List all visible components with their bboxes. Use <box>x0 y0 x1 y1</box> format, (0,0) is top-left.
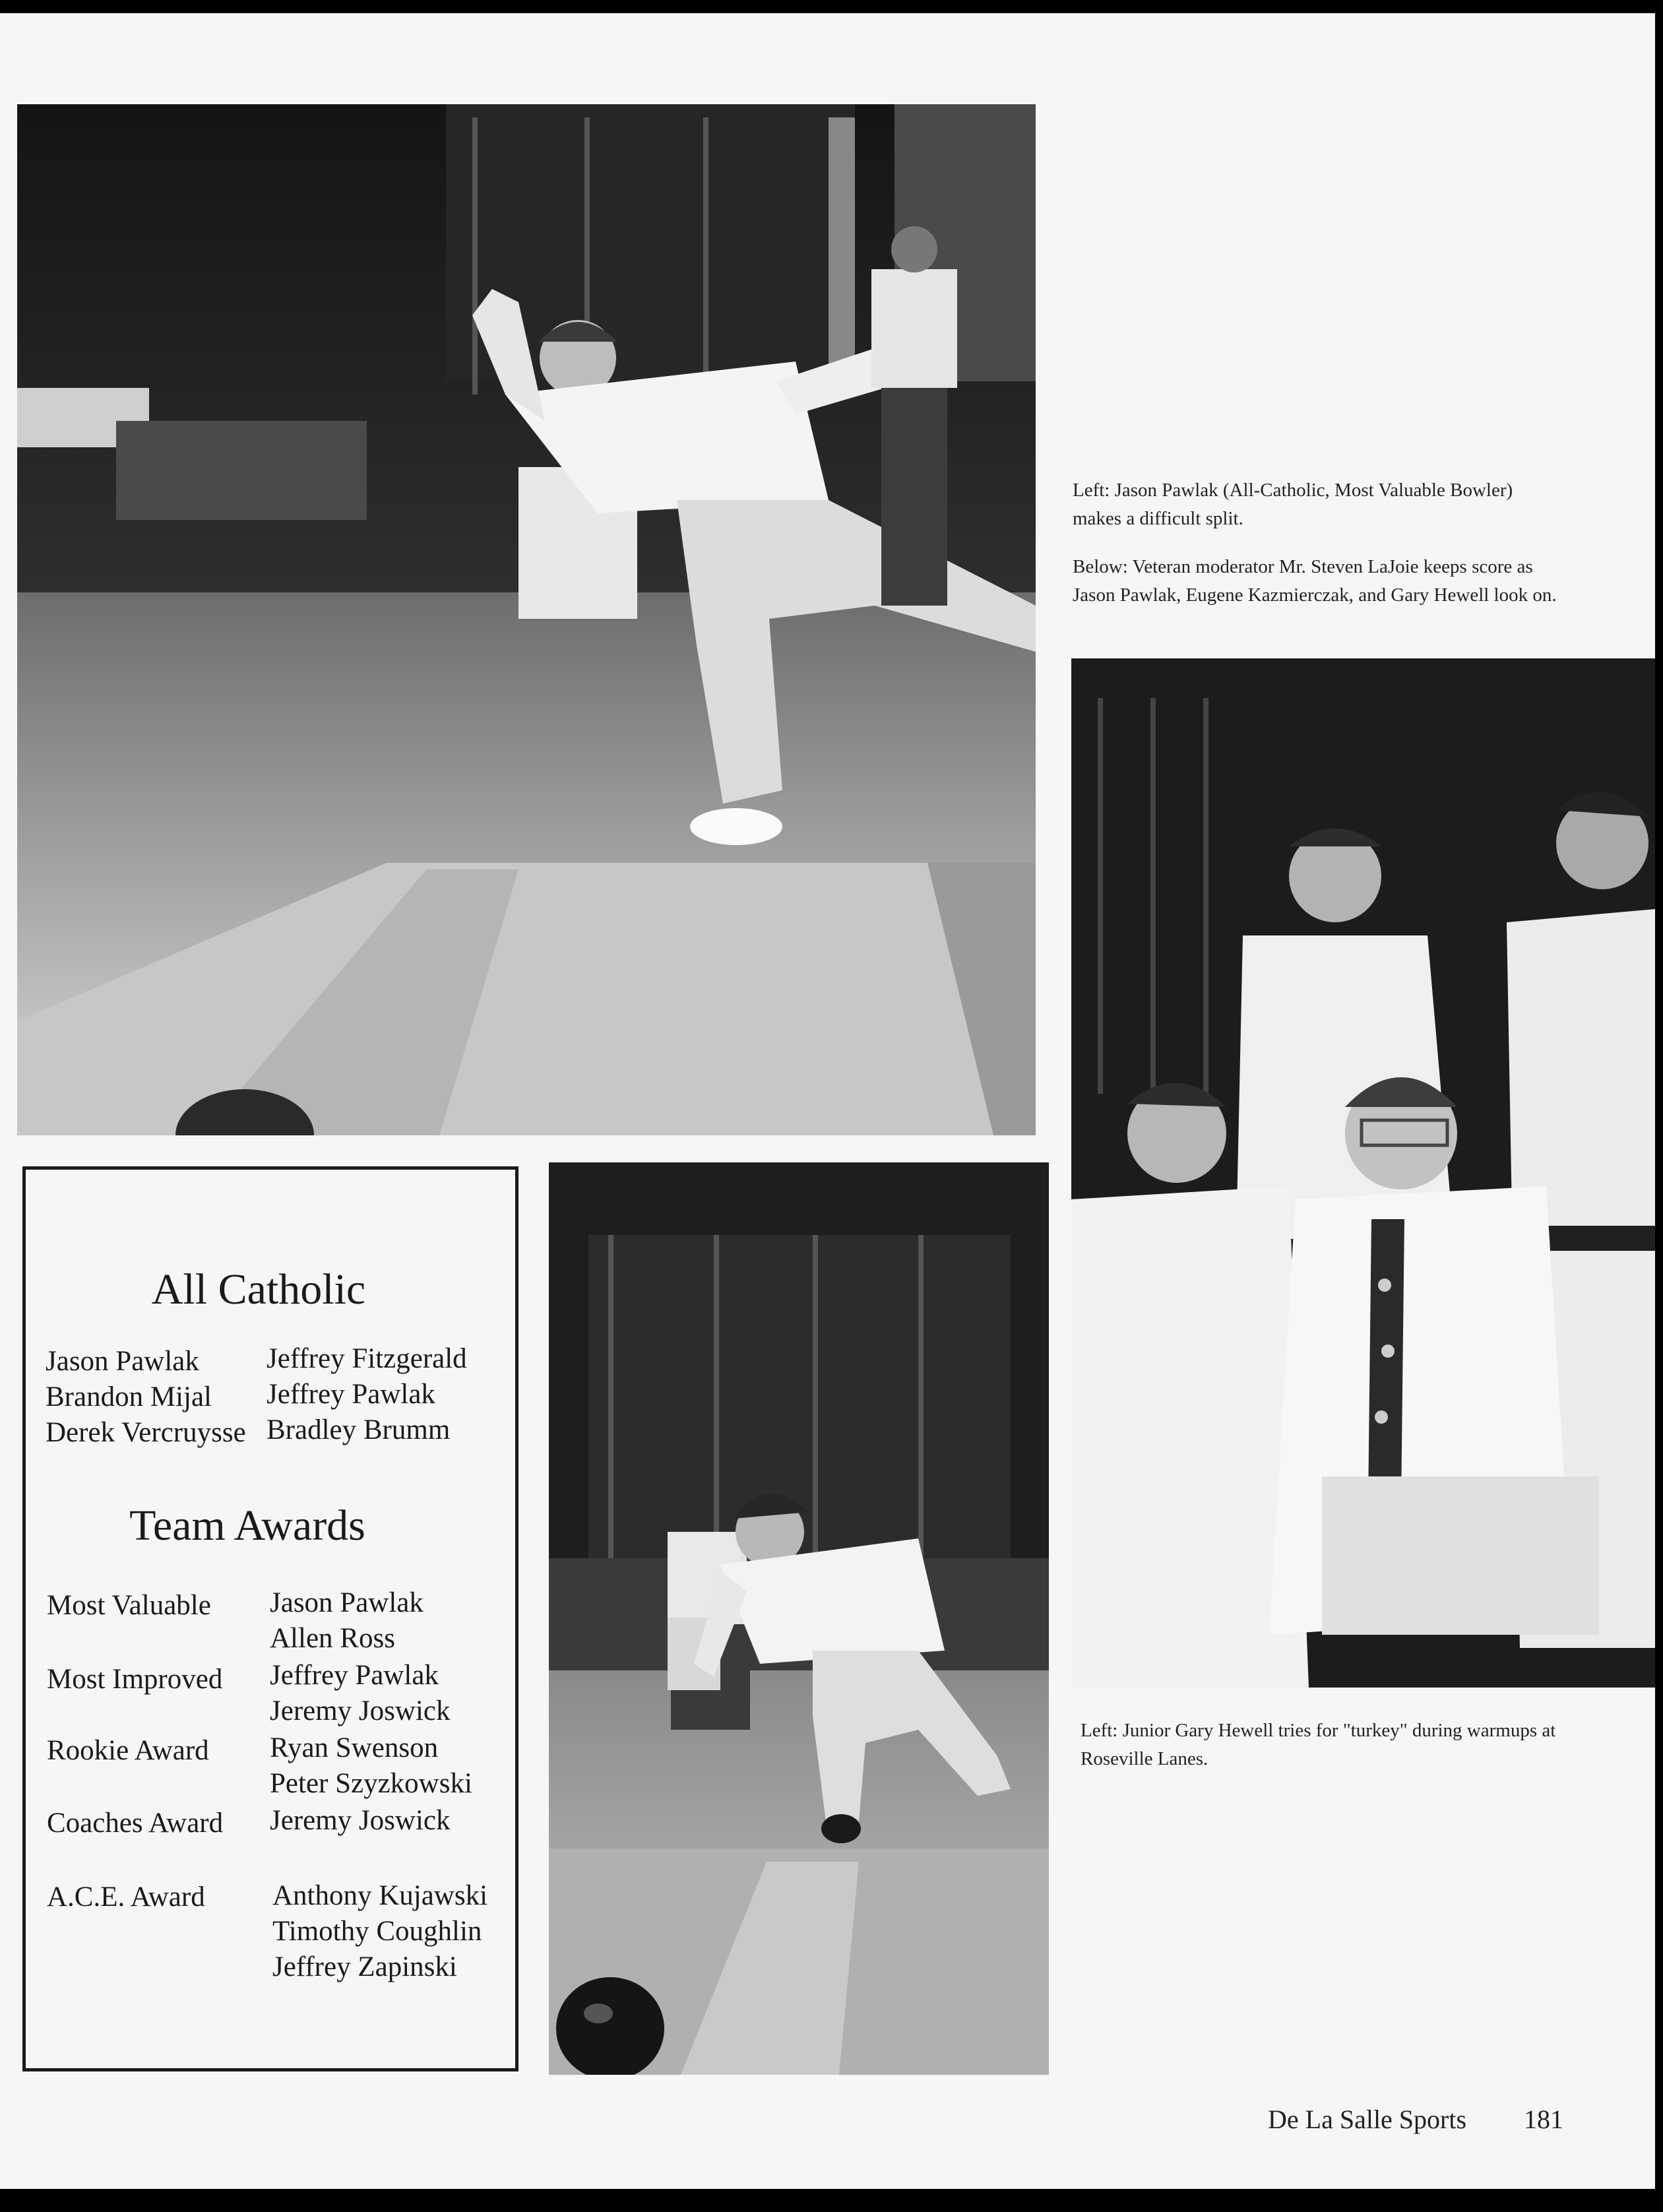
caption-warmups: Left: Junior Gary Hewell tries for "turkey" during warmups at Roseville Lanes. <box>1081 1720 1556 1769</box>
all-catholic-name: Jason Pawlak <box>46 1346 199 1377</box>
awards-panel <box>22 1166 518 2071</box>
award-winner: Allen Ross <box>270 1623 395 1654</box>
award-title: Most Improved <box>47 1664 223 1695</box>
all-catholic-heading: All Catholic <box>151 1265 366 1313</box>
team-group-illustration <box>1071 658 1655 1688</box>
all-catholic-name: Derek Vercruysse <box>46 1417 246 1448</box>
award-winner: Anthony Kujawski <box>272 1880 488 1911</box>
award-winner: Jason Pawlak <box>270 1587 424 1618</box>
yearbook-page <box>0 13 1655 2189</box>
caption-split: Left: Jason Pawlak (All-Catholic, Most Valuable Bowler) makes a difficult split. <box>1073 480 1513 529</box>
all-catholic-name: Jeffrey Fitzgerald <box>267 1343 467 1374</box>
award-title: Most Valuable <box>47 1590 211 1621</box>
award-title: Coaches Award <box>47 1808 224 1839</box>
bowler-split-photo <box>17 104 1036 1135</box>
caption-moderator: Below: Veteran moderator Mr. Steven LaJoie keeps score as Jason Pawlak, Eugene Kazmierczak, and Gary Hewell look on. <box>1073 556 1557 606</box>
award-winner: Peter Szyzkowski <box>270 1768 472 1799</box>
award-winner: Timothy Coughlin <box>272 1916 482 1947</box>
bowler-warmup-photo <box>549 1162 1049 2075</box>
award-winner: Ryan Swenson <box>270 1732 439 1763</box>
all-catholic-name: Brandon Mijal <box>46 1381 212 1412</box>
award-winner: Jeremy Joswick <box>270 1695 451 1726</box>
team-moderator-photo <box>1071 658 1655 1688</box>
bowler-warmup-illustration <box>549 1162 1049 2075</box>
award-winner: Jeffrey Zapinski <box>272 1951 457 1982</box>
team-awards-heading: Team Awards <box>129 1501 365 1550</box>
all-catholic-name: Jeffrey Pawlak <box>267 1379 435 1410</box>
award-title: Rookie Award <box>47 1735 209 1766</box>
bowler-split-illustration <box>17 104 1036 1135</box>
all-catholic-name: Bradley Brumm <box>267 1414 451 1445</box>
award-winner: Jeffrey Pawlak <box>270 1660 439 1691</box>
award-title: A.C.E. Award <box>47 1881 205 1912</box>
footer-section-title: De La Salle Sports <box>1268 2104 1467 2134</box>
award-winner: Jeremy Joswick <box>270 1805 451 1836</box>
page-number: 181 <box>1524 2104 1563 2134</box>
